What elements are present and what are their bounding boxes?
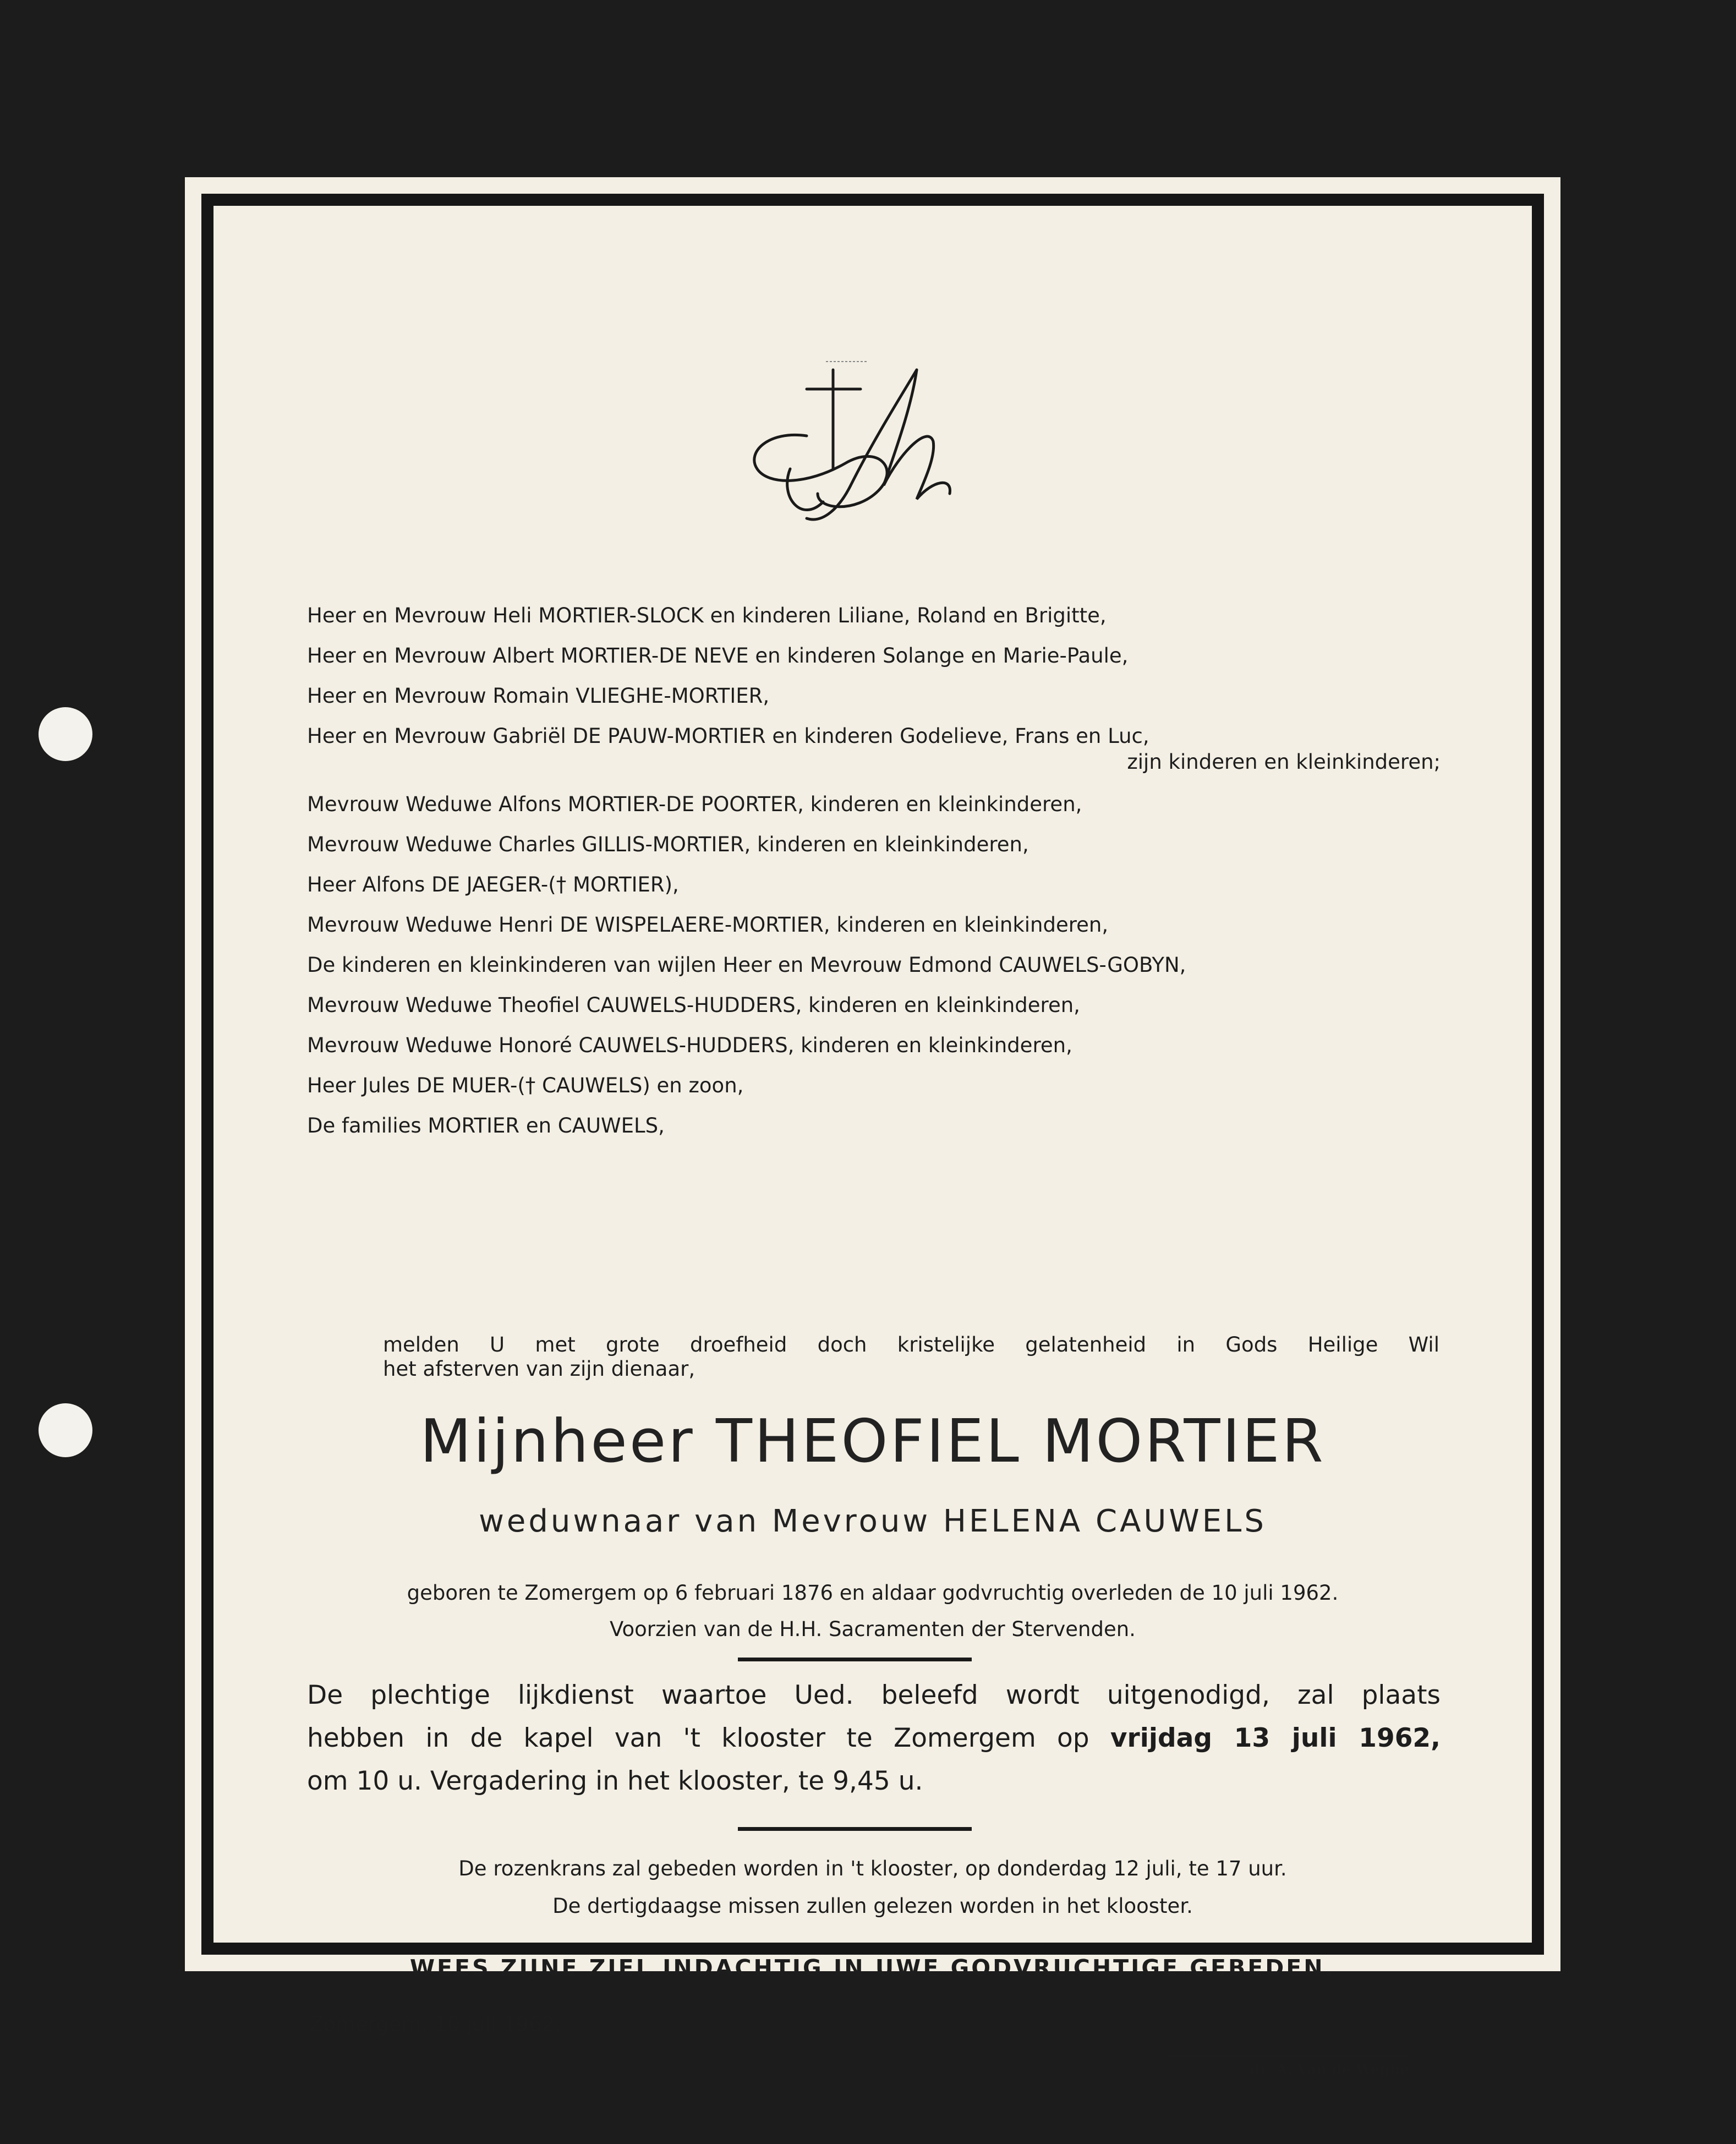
family-line-continuation: zijn kinderen en kleinkinderen; [1127, 750, 1441, 774]
cross-monogram-icon [735, 359, 994, 535]
family-line: Heer Jules DE MUER-(† CAUWELS) en zoon, [307, 1074, 744, 1097]
punch-hole-top [39, 707, 92, 761]
punch-hole-bottom [39, 1403, 92, 1457]
prayer-request: WEES ZIJNE ZIEL INDACHTIG IN UWE GODVRUCHTIGE GEBEDEN. [409, 1955, 1336, 1981]
widower-of: weduwnaar van Mevrouw HELENA CAUWELS [479, 1503, 1267, 1539]
family-line: Mevrouw Weduwe Theofiel CAUWELS-HUDDERS, kinderen en kleinkinderen, [307, 993, 1080, 1017]
birth-death-info [306, 1575, 1439, 1648]
death-notice-card [185, 177, 1560, 2078]
divider-rule [738, 1658, 972, 1661]
sacraments-line: Voorzien van de H.H. Sacramenten der Stervenden. [610, 1617, 1136, 1641]
family-line: Heer Alfons DE JAEGER-(† MORTIER), [307, 873, 679, 896]
family-line: De kinderen en kleinkinderen van wijlen Heer en Mevrouw Edmond CAUWELS-GOBYN, [307, 953, 1186, 977]
funeral-service-info [307, 1674, 1441, 1803]
family-line: Mevrouw Weduwe Henri DE WISPELAERE-MORTIER, kinderen en kleinkinderen, [307, 913, 1109, 937]
announcement [383, 1333, 1439, 1381]
family-line: De families MORTIER en CAUWELS, [307, 1114, 665, 1137]
service-date: vrijdag 13 juli 1962, [1110, 1723, 1441, 1753]
family-line: Mevrouw Weduwe Charles GILLIS-MORTIER, kinderen en kleinkinderen, [307, 833, 1029, 856]
deceased-name: Mijnheer THEOFIEL MORTIER [420, 1407, 1326, 1476]
family-line: Heer en Mevrouw Albert MORTIER-DE NEVE en kinderen Solange en Marie-Paule, [307, 644, 1129, 668]
family-list [307, 595, 1441, 1146]
family-line: Mevrouw Weduwe Alfons MORTIER-DE POORTER, kinderen en kleinkinderen, [307, 792, 1082, 816]
born-died-line: geboren te Zomergem op 6 februari 1876 en aldaar godvruchtig overleden de 10 juli 1962. [407, 1581, 1339, 1605]
service-line-3: om 10 u. Vergadering in het klooster, te 9,45 u. [307, 1766, 923, 1796]
family-line: Mevrouw Weduwe Honoré CAUWELS-HUDDERS, kinderen en kleinkinderen, [307, 1033, 1072, 1057]
printer-credit: dr. A. Van de Weghe [1167, 2055, 1409, 2078]
rosary-line: De rozenkrans zal gebeden worden in 't klooster, op donderdag 12 juli, te 17 uur. [458, 1857, 1287, 1880]
family-line: Heer en Mevrouw Gabriël DE PAUW-MORTIER en kinderen Godelieve, Frans en Luc, [307, 724, 1149, 748]
masses-line: De dertigdaagse missen zullen gelezen worden in het klooster. [552, 1894, 1193, 1918]
rosary-info [306, 1850, 1439, 1925]
family-line: Heer en Mevrouw Romain VLIEGHE-MORTIER, [307, 684, 770, 708]
service-line-2 [307, 1717, 1441, 1760]
announcement-line-1: melden U met grote droefheid doch kristelijke gelatenheid in Gods Heilige Wil [383, 1333, 1439, 1357]
family-line: Heer en Mevrouw Heli MORTIER-SLOCK en kinderen Liliane, Roland en Brigitte, [307, 604, 1107, 627]
announcement-line-2: het afsterven van zijn dienaar, [383, 1357, 696, 1381]
place-and-date: Zomergem, 10 juli 1962. [309, 2012, 561, 2036]
service-line-2-text: hebben in de kapel van 't klooster te Zomergem op [307, 1723, 1089, 1753]
service-line-1: De plechtige lijkdienst waartoe Ued. beleefd wordt uitgenodigd, zal plaats [307, 1680, 1441, 1710]
divider-rule [738, 1827, 972, 1831]
